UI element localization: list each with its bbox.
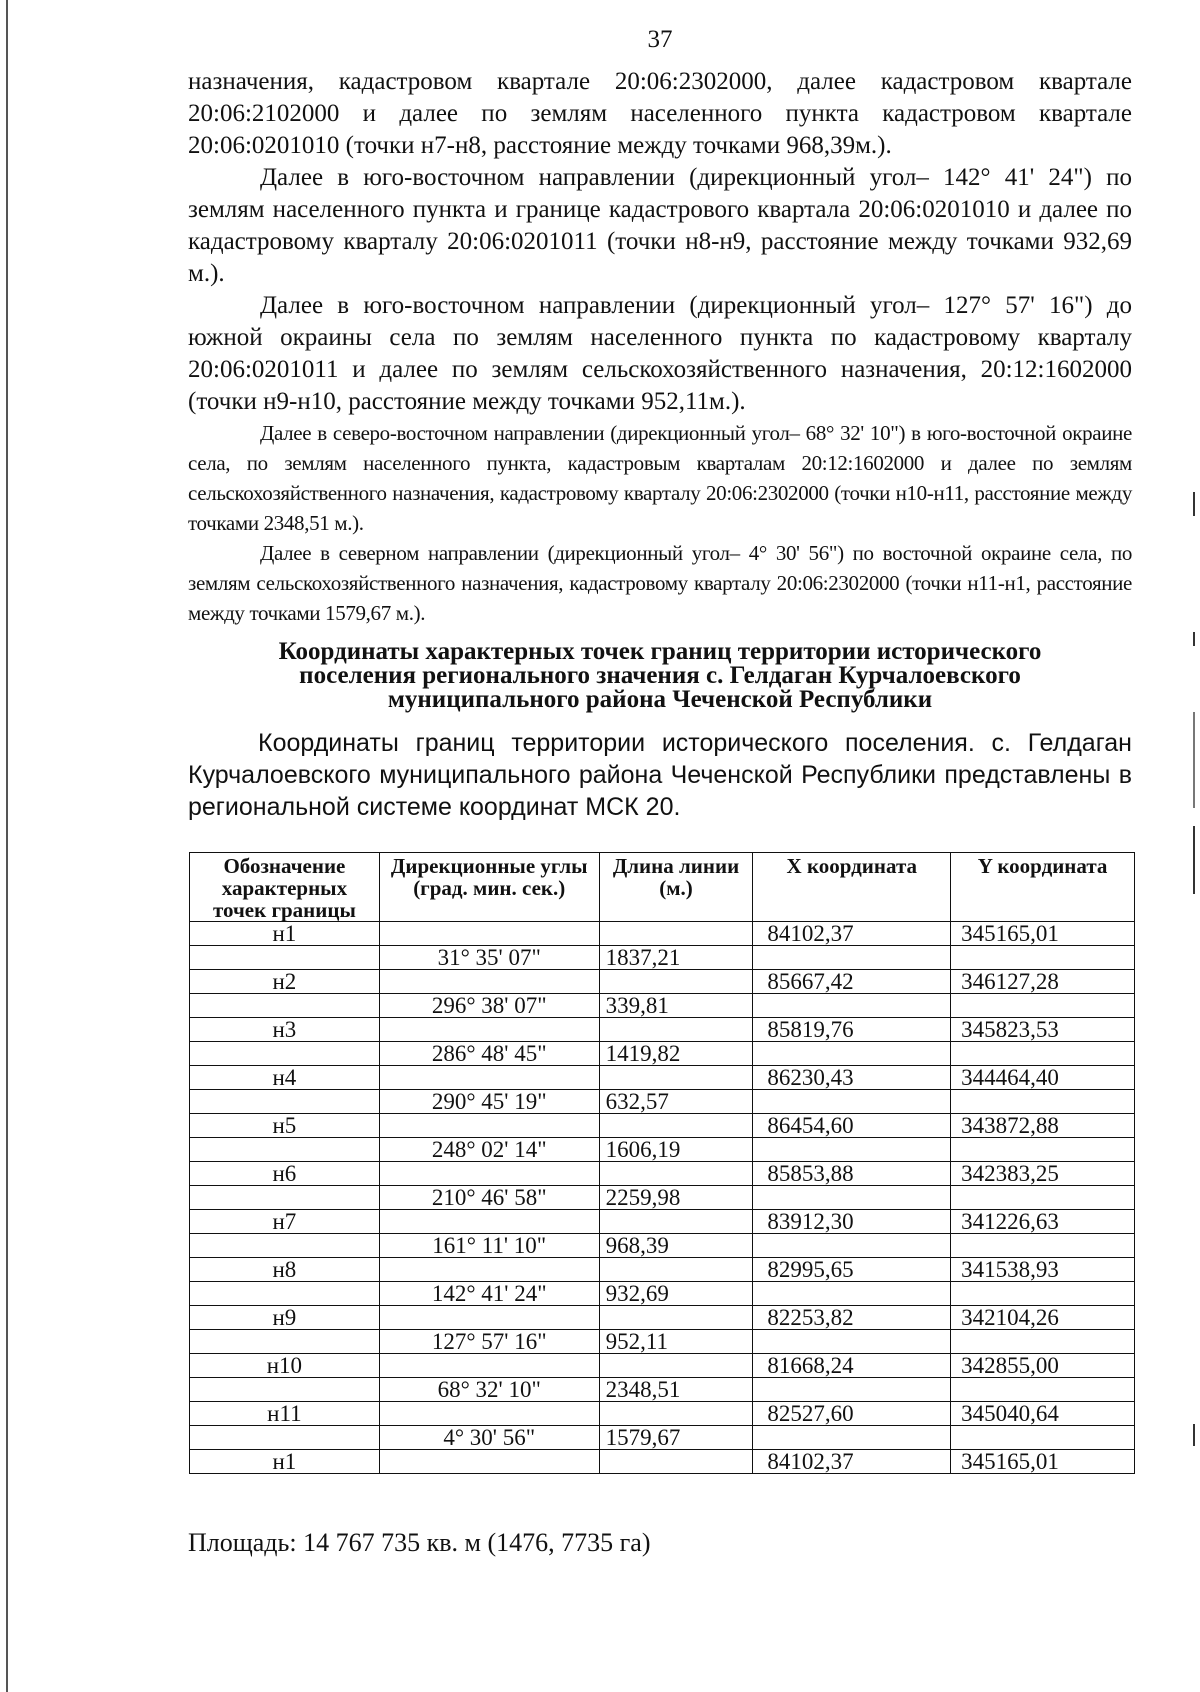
cell-x: 85853,88 bbox=[753, 1162, 951, 1186]
cell-y: 346127,28 bbox=[951, 970, 1135, 994]
cell-point bbox=[190, 1042, 380, 1066]
cell-length: 339,81 bbox=[599, 994, 753, 1018]
cell-length: 1419,82 bbox=[599, 1042, 753, 1066]
cell-angle: 248° 02' 14" bbox=[379, 1138, 599, 1162]
cell-x: 85667,42 bbox=[753, 970, 951, 994]
table-row bbox=[190, 946, 1135, 970]
scan-mark bbox=[1193, 826, 1195, 894]
paragraph: Далее в северо-восточном направлении (дирекционный угол– 68° 32' 10") в юго-восточной окраине села, по землям населенного пункта, кадастровым кварталам 20:12:1602000 и далее по землям сельскохозяйственного назначения, кадастровому кварталу 20:06:2302000 (точки н10-н11, расстояние между точками 2348,51 м.). bbox=[188, 421, 1132, 535]
cell-angle bbox=[379, 1210, 599, 1234]
table-row bbox=[190, 1282, 1135, 1306]
cell-x bbox=[753, 1282, 951, 1306]
cell-length bbox=[599, 1114, 753, 1138]
cell-y bbox=[951, 1378, 1135, 1402]
cell-y: 341538,93 bbox=[951, 1258, 1135, 1282]
section-heading bbox=[188, 640, 1132, 712]
scan-mark bbox=[1193, 1424, 1195, 1446]
cell-x: 84102,37 bbox=[753, 922, 951, 946]
cell-point bbox=[190, 1426, 380, 1450]
cell-y bbox=[951, 1330, 1135, 1354]
header-x: X координата bbox=[753, 853, 951, 922]
cell-angle: 161° 11' 10" bbox=[379, 1234, 599, 1258]
cell-length bbox=[599, 1258, 753, 1282]
cell-angle: 210° 46' 58" bbox=[379, 1186, 599, 1210]
paragraph: Далее в юго-восточном направлении (дирекционный угол– 142° 41' 24") по землям населенного пункта и границе кадастрового квартала 20:06:0201010 и далее по кадастровому кварталу 20:06:0201011 (точки н8-н9, расстояние между точками 932,69 м.). bbox=[188, 164, 1132, 287]
cell-point bbox=[190, 1138, 380, 1162]
table-row bbox=[190, 1378, 1135, 1402]
table-row bbox=[190, 1354, 1135, 1378]
cell-angle bbox=[379, 970, 599, 994]
cell-length: 932,69 bbox=[599, 1282, 753, 1306]
cell-angle bbox=[379, 1258, 599, 1282]
scan-mark bbox=[1193, 492, 1195, 516]
table-row bbox=[190, 1258, 1135, 1282]
cell-y bbox=[951, 1234, 1135, 1258]
cell-angle bbox=[379, 1066, 599, 1090]
cell-x: 82995,65 bbox=[753, 1258, 951, 1282]
cell-point: н5 bbox=[190, 1114, 380, 1138]
cell-y bbox=[951, 1426, 1135, 1450]
cell-angle bbox=[379, 1354, 599, 1378]
table-row bbox=[190, 1186, 1135, 1210]
cell-point: н7 bbox=[190, 1210, 380, 1234]
cell-y: 345165,01 bbox=[951, 1450, 1135, 1474]
cell-angle: 127° 57' 16" bbox=[379, 1330, 599, 1354]
intro-text bbox=[188, 727, 1132, 823]
paragraph: Далее в юго-восточном направлении (дирекционный угол– 127° 57' 16") до южной окраины села по землям населенного пункта по кадастровому кварталу 20:06:0201011 и далее по землям сельскохозяйственного назначения, 20:12:1602000 (точки н9-н10, расстояние между точками 952,11м.). bbox=[188, 292, 1132, 415]
cell-x: 84102,37 bbox=[753, 1450, 951, 1474]
table-row bbox=[190, 1090, 1135, 1114]
cell-x bbox=[753, 946, 951, 970]
cell-angle: 68° 32' 10" bbox=[379, 1378, 599, 1402]
cell-y bbox=[951, 1042, 1135, 1066]
cell-x: 81668,24 bbox=[753, 1354, 951, 1378]
cell-y: 345040,64 bbox=[951, 1402, 1135, 1426]
cell-y: 343872,88 bbox=[951, 1114, 1135, 1138]
cell-length bbox=[599, 1450, 753, 1474]
table-row bbox=[190, 1426, 1135, 1450]
cell-y: 342383,25 bbox=[951, 1162, 1135, 1186]
cell-point: н8 bbox=[190, 1258, 380, 1282]
cell-angle: 142° 41' 24" bbox=[379, 1282, 599, 1306]
table-row bbox=[190, 970, 1135, 994]
cell-x bbox=[753, 1426, 951, 1450]
table-header-row bbox=[190, 853, 1135, 922]
cell-angle bbox=[379, 1018, 599, 1042]
table-row bbox=[190, 1306, 1135, 1330]
cell-angle: 4° 30' 56" bbox=[379, 1426, 599, 1450]
cell-y: 345165,01 bbox=[951, 922, 1135, 946]
cell-x bbox=[753, 1042, 951, 1066]
cell-point bbox=[190, 1330, 380, 1354]
cell-x bbox=[753, 994, 951, 1018]
cell-x bbox=[753, 1330, 951, 1354]
cell-point: н9 bbox=[190, 1306, 380, 1330]
cell-point bbox=[190, 994, 380, 1018]
cell-point bbox=[190, 1090, 380, 1114]
table-row bbox=[190, 1162, 1135, 1186]
table-row bbox=[190, 1042, 1135, 1066]
header-point: Обозначение характерных точек границы bbox=[190, 853, 380, 922]
cell-point: н3 bbox=[190, 1018, 380, 1042]
cell-x: 86454,60 bbox=[753, 1114, 951, 1138]
cell-length bbox=[599, 1162, 753, 1186]
cell-length bbox=[599, 1066, 753, 1090]
table-row bbox=[190, 1402, 1135, 1426]
page-number: 37 bbox=[647, 26, 673, 53]
cell-y bbox=[951, 994, 1135, 1018]
scan-mark bbox=[1193, 712, 1195, 808]
table-row bbox=[190, 1210, 1135, 1234]
cell-x: 82253,82 bbox=[753, 1306, 951, 1330]
cell-point bbox=[190, 946, 380, 970]
table-row bbox=[190, 1138, 1135, 1162]
cell-angle: 296° 38' 07" bbox=[379, 994, 599, 1018]
paragraph: назначения, кадастровом квартале 20:06:2302000, далее кадастровом квартале 20:06:2102000 и далее по землям населенного пункта кадастровом квартале 20:06:0201010 (точки н7-н8, расстояние между точками 968,39м.). bbox=[188, 68, 1132, 159]
cell-length: 1837,21 bbox=[599, 946, 753, 970]
cell-length: 1606,19 bbox=[599, 1138, 753, 1162]
cell-point bbox=[190, 1378, 380, 1402]
intro-paragraph: Координаты границ территории исторического поселения. с. Гелдаган Курчалоевского муниципального района Чеченской Республики представлены в региональной системе координат МСК 20. bbox=[188, 729, 1132, 821]
cell-point: н4 bbox=[190, 1066, 380, 1090]
table-row bbox=[190, 1114, 1135, 1138]
cell-point: н1 bbox=[190, 1450, 380, 1474]
cell-point bbox=[190, 1282, 380, 1306]
table-row bbox=[190, 1450, 1135, 1474]
cell-x: 83912,30 bbox=[753, 1210, 951, 1234]
cell-y: 344464,40 bbox=[951, 1066, 1135, 1090]
cell-y bbox=[951, 1138, 1135, 1162]
cell-length bbox=[599, 970, 753, 994]
table-row bbox=[190, 1234, 1135, 1258]
table-row bbox=[190, 1066, 1135, 1090]
heading-line: Координаты характерных точек границ территории исторического bbox=[278, 638, 1042, 665]
cell-angle bbox=[379, 1162, 599, 1186]
header-angle: Дирекционные углы (град. мин. сек.) bbox=[379, 853, 599, 922]
cell-x: 82527,60 bbox=[753, 1402, 951, 1426]
cell-length: 968,39 bbox=[599, 1234, 753, 1258]
cell-point bbox=[190, 1186, 380, 1210]
body-text bbox=[188, 66, 1132, 628]
cell-y: 342855,00 bbox=[951, 1354, 1135, 1378]
cell-x bbox=[753, 1378, 951, 1402]
cell-length bbox=[599, 922, 753, 946]
table-row bbox=[190, 994, 1135, 1018]
cell-angle: 290° 45' 19" bbox=[379, 1090, 599, 1114]
cell-angle bbox=[379, 922, 599, 946]
cell-y: 342104,26 bbox=[951, 1306, 1135, 1330]
table-body bbox=[190, 922, 1135, 1474]
cell-length bbox=[599, 1018, 753, 1042]
area-text: Площадь: 14 767 735 кв. м (1476, 7735 га) bbox=[188, 1528, 651, 1557]
cell-length bbox=[599, 1306, 753, 1330]
cell-y: 345823,53 bbox=[951, 1018, 1135, 1042]
scan-mark bbox=[1193, 632, 1195, 646]
cell-x: 86230,43 bbox=[753, 1066, 951, 1090]
cell-length: 952,11 bbox=[599, 1330, 753, 1354]
header-y: Y координата bbox=[951, 853, 1135, 922]
cell-point: н10 bbox=[190, 1354, 380, 1378]
cell-length bbox=[599, 1402, 753, 1426]
table-row bbox=[190, 1330, 1135, 1354]
cell-angle bbox=[379, 1114, 599, 1138]
heading-line: муниципального района Чеченской Республики bbox=[387, 686, 933, 713]
cell-length bbox=[599, 1354, 753, 1378]
cell-x: 85819,76 bbox=[753, 1018, 951, 1042]
cell-x bbox=[753, 1186, 951, 1210]
cell-y bbox=[951, 1090, 1135, 1114]
cell-length: 2348,51 bbox=[599, 1378, 753, 1402]
cell-angle bbox=[379, 1306, 599, 1330]
scan-edge-left bbox=[6, 0, 8, 1692]
cell-length: 1579,67 bbox=[599, 1426, 753, 1450]
cell-y bbox=[951, 1282, 1135, 1306]
cell-length: 632,57 bbox=[599, 1090, 753, 1114]
cell-angle: 31° 35' 07" bbox=[379, 946, 599, 970]
coordinates-table bbox=[189, 852, 1135, 1474]
cell-angle bbox=[379, 1450, 599, 1474]
cell-x bbox=[753, 1138, 951, 1162]
header-length: Длина линии (м.) bbox=[599, 853, 753, 922]
cell-angle bbox=[379, 1402, 599, 1426]
cell-y bbox=[951, 1186, 1135, 1210]
cell-point bbox=[190, 1234, 380, 1258]
paragraph: Далее в северном направлении (дирекционный угол– 4° 30' 56") по восточной окраине села, по землям сельскохозяйственного назначения, кадастровому кварталу 20:06:2302000 (точки н11-н1, расстояние между точками 1579,67 м.). bbox=[188, 541, 1132, 625]
cell-length: 2259,98 bbox=[599, 1186, 753, 1210]
cell-y: 341226,63 bbox=[951, 1210, 1135, 1234]
table-row bbox=[190, 1018, 1135, 1042]
cell-point: н1 bbox=[190, 922, 380, 946]
cell-length bbox=[599, 1210, 753, 1234]
table-row bbox=[190, 922, 1135, 946]
cell-point: н2 bbox=[190, 970, 380, 994]
cell-x bbox=[753, 1090, 951, 1114]
cell-y bbox=[951, 946, 1135, 970]
cell-angle: 286° 48' 45" bbox=[379, 1042, 599, 1066]
cell-point: н6 bbox=[190, 1162, 380, 1186]
cell-point: н11 bbox=[190, 1402, 380, 1426]
cell-x bbox=[753, 1234, 951, 1258]
heading-line: поселения регионального значения с. Гелдаган Курчалоевского bbox=[299, 662, 1021, 689]
